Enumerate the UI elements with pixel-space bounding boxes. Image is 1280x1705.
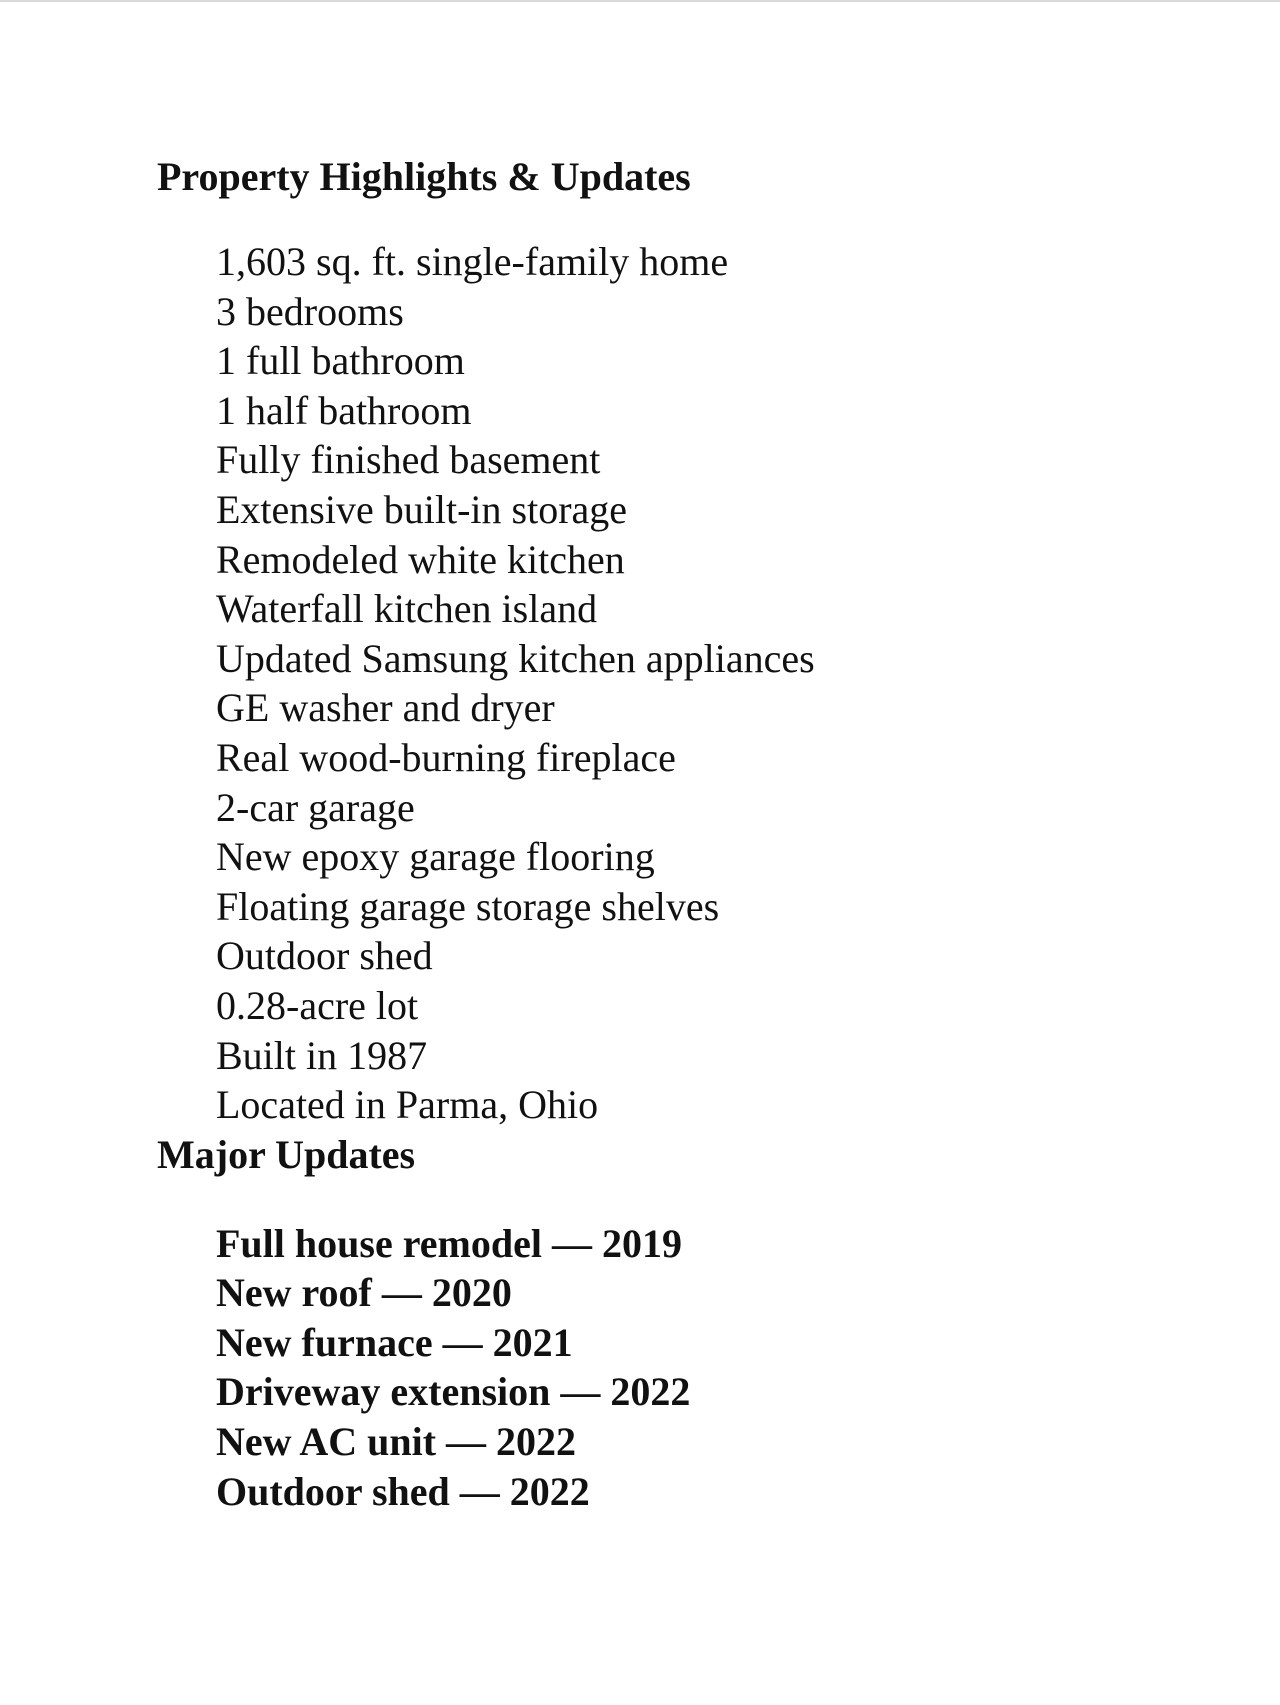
list-item: Extensive built-in storage <box>216 486 628 532</box>
list-item: Fully finished basement <box>216 437 601 483</box>
list-item: Outdoor shed — 2022 <box>216 1468 590 1514</box>
section-heading-highlights: Property Highlights & Updates <box>157 154 691 199</box>
list-item: Located in Parma, Ohio <box>216 1082 599 1128</box>
list-item: GE washer and dryer <box>216 685 555 731</box>
list-item: 2-car garage <box>216 784 415 830</box>
list-item: Remodeled white kitchen <box>216 536 625 582</box>
list-item: New furnace — 2021 <box>216 1319 573 1365</box>
page-top-border <box>0 0 1280 2</box>
list-item: 3 bedrooms <box>216 288 404 334</box>
list-item: Driveway extension — 2022 <box>216 1369 691 1415</box>
list-item: Updated Samsung kitchen appliances <box>216 635 815 681</box>
list-item: Built in 1987 <box>216 1032 428 1078</box>
list-item: 1 full bathroom <box>216 338 465 384</box>
list-item: New AC unit — 2022 <box>216 1419 577 1465</box>
major-updates-list <box>157 1219 1177 1517</box>
list-item: 0.28-acre lot <box>216 982 419 1028</box>
section-heading-major-updates: Major Updates <box>157 1131 416 1177</box>
highlights-list <box>157 237 1177 1130</box>
list-item: 1,603 sq. ft. single-family home <box>216 239 729 284</box>
list-item: Full house remodel — 2019 <box>216 1220 682 1266</box>
list-item: Floating garage storage shelves <box>216 883 720 929</box>
list-item: Waterfall kitchen island <box>216 586 598 632</box>
list-item: 1 half bathroom <box>216 387 472 433</box>
list-item: Real wood-burning fireplace <box>216 734 676 780</box>
list-item: New epoxy garage flooring <box>216 834 655 880</box>
list-item: New roof — 2020 <box>216 1270 512 1316</box>
document-body <box>157 152 1177 1516</box>
list-item: Outdoor shed <box>216 933 433 979</box>
